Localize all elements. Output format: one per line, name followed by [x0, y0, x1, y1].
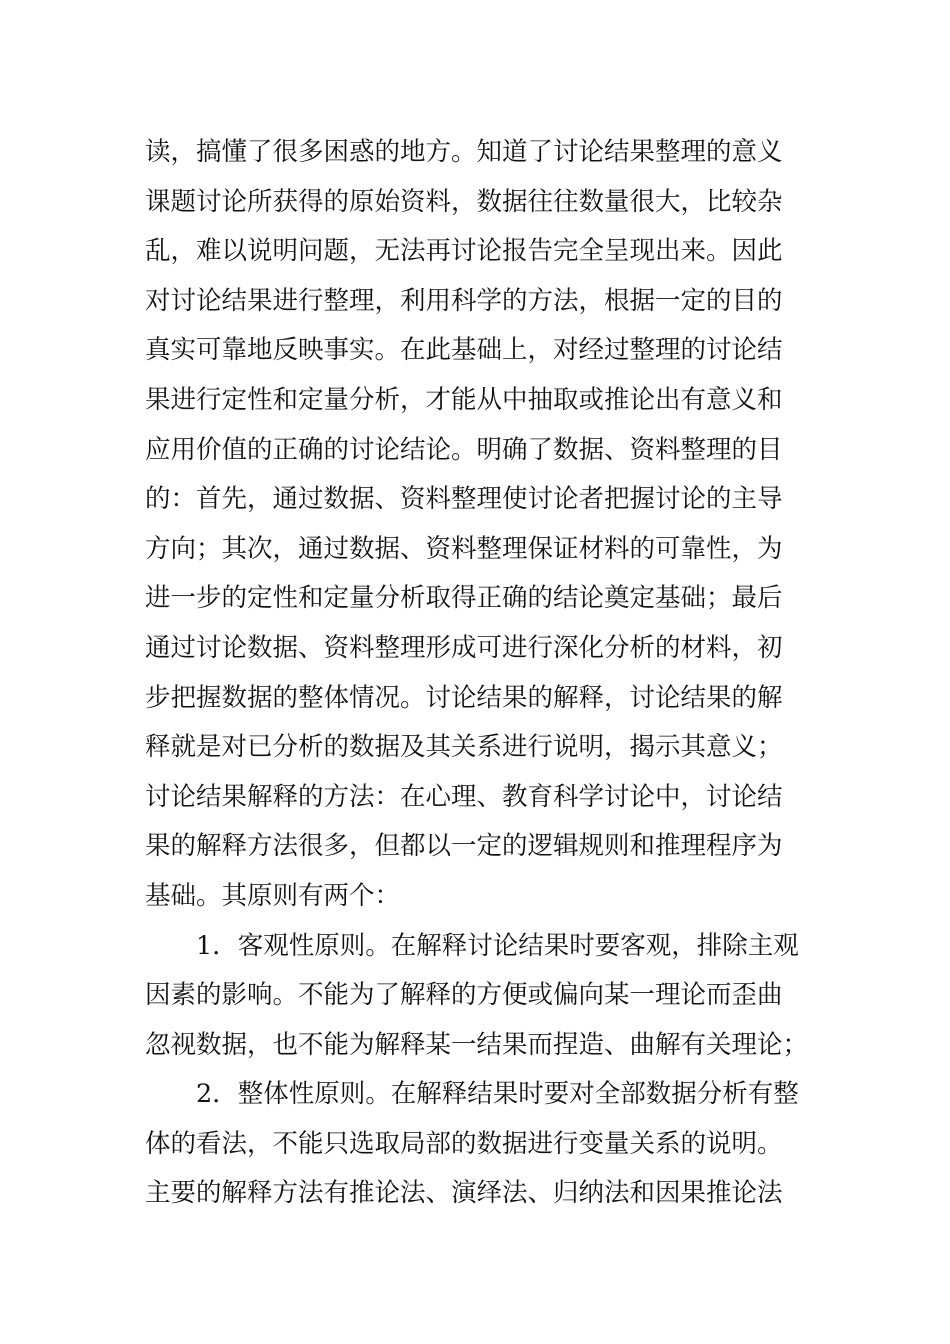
- text-line-6: 果进行定性和定量分析，才能从中抽取或推论出有意义和: [145, 384, 783, 415]
- text-line-4: 对讨论结果进行整理，利用科学的方法，根据一定的目的: [145, 285, 783, 316]
- text-line-19: 忽视数据，也不能为解释某一结果而捏造、曲解有关理论；: [145, 1029, 809, 1060]
- text-line-5: 真实可靠地反映事实。在此基础上，对经过整理的讨论结: [145, 335, 783, 366]
- text-line-13: 释就是对已分析的数据及其关系进行说明，揭示其意义；: [145, 732, 783, 763]
- text-line-2: 课题讨论所获得的原始资料，数据往往数量很大，比较杂: [145, 186, 783, 217]
- text-line-7: 应用价值的正确的讨论结论。明确了数据、资料整理的目: [145, 434, 783, 465]
- text-line-8: 的：首先，通过数据、资料整理使讨论者把握讨论的主导: [145, 484, 783, 515]
- text-line-10: 进一步的定性和定量分析取得正确的结论奠定基础；最后: [145, 583, 783, 614]
- document-body: [145, 128, 810, 1219]
- text-line-16: 基础。其原则有两个：: [145, 880, 401, 911]
- text-line-14: 讨论结果解释的方法：在心理、教育科学讨论中，讨论结: [145, 781, 783, 812]
- text-line-15: 果的解释方法很多，但都以一定的逻辑规则和推理程序为: [145, 831, 783, 862]
- text-line-21: 体的看法，不能只选取局部的数据进行变量关系的说明。: [145, 1128, 783, 1159]
- text-line-9: 方向；其次，通过数据、资料整理保证材料的可靠性，为: [145, 533, 783, 564]
- text-line-1: 读，搞懂了很多困惑的地方。知道了讨论结果整理的意义: [145, 137, 783, 167]
- text-line-18: 因素的影响。不能为了解释的方便或偏向某一理论而歪曲: [145, 980, 783, 1011]
- text-line-3: 乱，难以说明问题，无法再讨论报告完全呈现出来。因此: [145, 236, 783, 267]
- text-line-11: 通过讨论数据、资料整理形成可进行深化分析的材料，初: [145, 632, 783, 663]
- text-line-22: 主要的解释方法有推论法、演绎法、归纳法和因果推论法: [145, 1178, 783, 1209]
- list-item-integrity: 2．整体性原则。在解释结果时要对全部数据分析有整: [196, 1079, 799, 1110]
- list-item-objectivity: 1．客观性原则。在解释讨论结果时要客观，排除主观: [196, 930, 799, 961]
- text-line-12: 步把握数据的整体情况。讨论结果的解释，讨论结果的解: [145, 682, 783, 713]
